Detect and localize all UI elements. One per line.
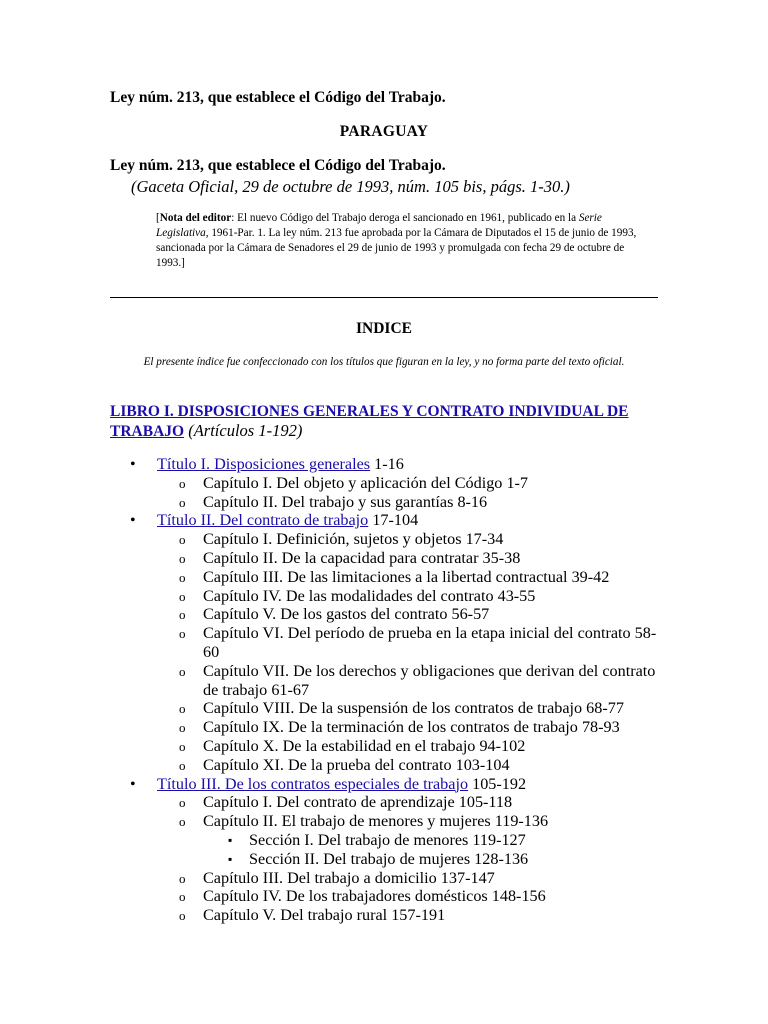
toc-title-link[interactable]: Título I. Disposiciones generales — [157, 455, 371, 473]
bullet-circle-icon: o — [179, 757, 186, 773]
horizontal-divider — [110, 297, 658, 298]
bullet-circle-icon: o — [179, 626, 186, 642]
chapter-text: Capítulo III. Del trabajo a domicilio 137-147 — [203, 868, 495, 887]
toc-title-item — [110, 775, 670, 925]
book-articles: (Artículos 1-192) — [188, 421, 303, 440]
bullet-circle-icon: o — [179, 569, 186, 585]
chapter-list — [157, 474, 670, 512]
chapter-text: Capítulo II. El trabajo de menores y mujeres 119-136 — [203, 812, 549, 831]
chapter-list — [157, 793, 670, 925]
bullet-disc-icon: • — [130, 512, 136, 530]
toc-title-range: 1-16 — [370, 455, 404, 473]
editor-note-text-1: : El nuevo Código del Trabajo deroga el sancionado en 1961, publicado en la — [231, 212, 579, 224]
document-title: Ley núm. 213, que establece el Código del Trabajo. — [110, 89, 446, 106]
toc-title-link[interactable]: Título III. De los contratos especiales de trabajo — [157, 774, 469, 793]
table-of-contents — [110, 455, 670, 925]
chapter-item — [157, 887, 670, 906]
toc-title-range: 17-104 — [368, 511, 419, 530]
bullet-circle-icon: o — [179, 814, 186, 830]
chapter-text: Capítulo III. De las limitaciones a la libertad contractual 39-42 — [203, 567, 610, 586]
chapter-item — [157, 869, 670, 888]
chapter-item — [157, 530, 670, 549]
chapter-text: Capítulo XI. De la prueba del contrato 103-104 — [203, 755, 510, 774]
bullet-square-icon: ▪ — [228, 851, 233, 866]
bullet-circle-icon: o — [179, 532, 186, 548]
chapter-text: Capítulo I. Del contrato de aprendizaje 105-118 — [203, 793, 513, 812]
chapter-item — [157, 549, 670, 568]
chapter-item — [157, 793, 670, 812]
chapter-item — [157, 587, 670, 606]
bullet-circle-icon: o — [179, 588, 186, 604]
chapter-text: Capítulo VII. De los derechos y obligaciones que derivan del contrato de trabajo 61-67 — [203, 661, 656, 699]
bullet-circle-icon: o — [179, 795, 186, 811]
editor-note-text-2: , 1961-Par. 1. La ley núm. 213 fue aprobada por la Cámara de Diputados el 15 de junio de 1993, sancionada por la Cámara de Senadores el 29 de junio de 1993 y promulgada con fecha 29 de octubre de 1993.] — [156, 227, 637, 269]
section-text: Sección II. Del trabajo de mujeres 128-136 — [249, 849, 529, 868]
chapter-text: Capítulo V. De los gastos del contrato 56-57 — [203, 605, 490, 624]
chapter-text: Capítulo II. Del trabajo y sus garantías 8-16 — [203, 492, 488, 511]
section-item — [203, 831, 670, 850]
bullet-circle-icon: o — [179, 701, 186, 717]
chapter-item — [157, 718, 670, 737]
bullet-disc-icon: • — [130, 456, 136, 473]
chapter-list — [157, 530, 670, 774]
book-heading — [110, 401, 658, 441]
chapter-text: Capítulo V. Del trabajo rural 157-191 — [203, 906, 446, 925]
chapter-item — [157, 756, 670, 775]
bullet-circle-icon: o — [179, 607, 186, 623]
chapter-item — [157, 568, 670, 587]
editor-note — [156, 211, 648, 271]
section-list — [203, 831, 670, 869]
bullet-circle-icon: o — [179, 494, 186, 510]
editor-note-series: Serie Legislativa — [156, 212, 602, 239]
bullet-circle-icon: o — [179, 663, 186, 679]
chapter-item — [157, 493, 670, 512]
bullet-circle-icon: o — [179, 889, 186, 905]
toc-title-item — [110, 455, 670, 511]
chapter-text: Capítulo IV. De las modalidades del contrato 43-55 — [203, 586, 536, 605]
bullet-square-icon: ▪ — [228, 832, 233, 847]
chapter-text: Capítulo I. Definición, sujetos y objetos 17-34 — [203, 530, 504, 549]
chapter-text: Capítulo X. De la estabilidad en el trabajo 94-102 — [203, 736, 526, 755]
chapter-text: Capítulo I. Del objeto y aplicación del Código 1-7 — [203, 473, 529, 492]
bullet-circle-icon: o — [179, 720, 186, 736]
index-heading: INDICE — [356, 320, 412, 337]
section-text: Sección I. Del trabajo de menores 119-127 — [249, 830, 526, 849]
toc-title-item — [110, 511, 670, 774]
bullet-circle-icon: o — [179, 870, 186, 886]
chapter-item — [157, 624, 670, 662]
chapter-item — [157, 474, 670, 493]
chapter-text: Capítulo VIII. De la suspensión de los contratos de trabajo 68-77 — [203, 699, 624, 718]
chapter-item — [157, 662, 670, 700]
editor-note-label: Nota del editor — [159, 212, 232, 224]
chapter-item — [157, 699, 670, 718]
bullet-circle-icon: o — [179, 550, 186, 566]
chapter-text: Capítulo IV. De los trabajadores domésticos 148-156 — [203, 887, 546, 906]
bullet-circle-icon: o — [179, 908, 186, 924]
book-link[interactable]: LIBRO I. DISPOSICIONES GENERALES Y CONTRATO INDIVIDUAL DE TRABAJO — [110, 403, 629, 440]
section-item — [203, 850, 670, 869]
chapter-item — [157, 906, 670, 925]
toc-title-link[interactable]: Título II. Del contrato de trabajo — [157, 511, 369, 530]
chapter-item — [157, 605, 670, 624]
chapter-text: Capítulo II. De la capacidad para contratar 35-38 — [203, 548, 521, 567]
toc-title-range: 105-192 — [468, 774, 527, 793]
gazette-citation: (Gaceta Oficial, 29 de octubre de 1993, núm. 105 bis, págs. 1-30.) — [131, 177, 570, 196]
country-heading: PARAGUAY — [339, 123, 429, 140]
bullet-circle-icon: o — [179, 738, 186, 754]
chapter-text: Capítulo VI. Del período de prueba en la etapa inicial del contrato 58-60 — [203, 624, 657, 661]
editor-note-open-bracket: [ — [156, 212, 160, 224]
chapter-item — [157, 737, 670, 756]
chapter-item — [157, 812, 670, 868]
bullet-disc-icon: • — [130, 775, 136, 793]
bullet-circle-icon: o — [179, 475, 186, 491]
chapter-text: Capítulo IX. De la terminación de los contratos de trabajo 78-93 — [203, 718, 620, 737]
index-note: El presente índice fue confeccionado con los títulos que figuran en la ley, y no forma parte del texto oficial. — [143, 356, 625, 368]
law-title: Ley núm. 213, que establece el Código del Trabajo. — [110, 157, 446, 174]
